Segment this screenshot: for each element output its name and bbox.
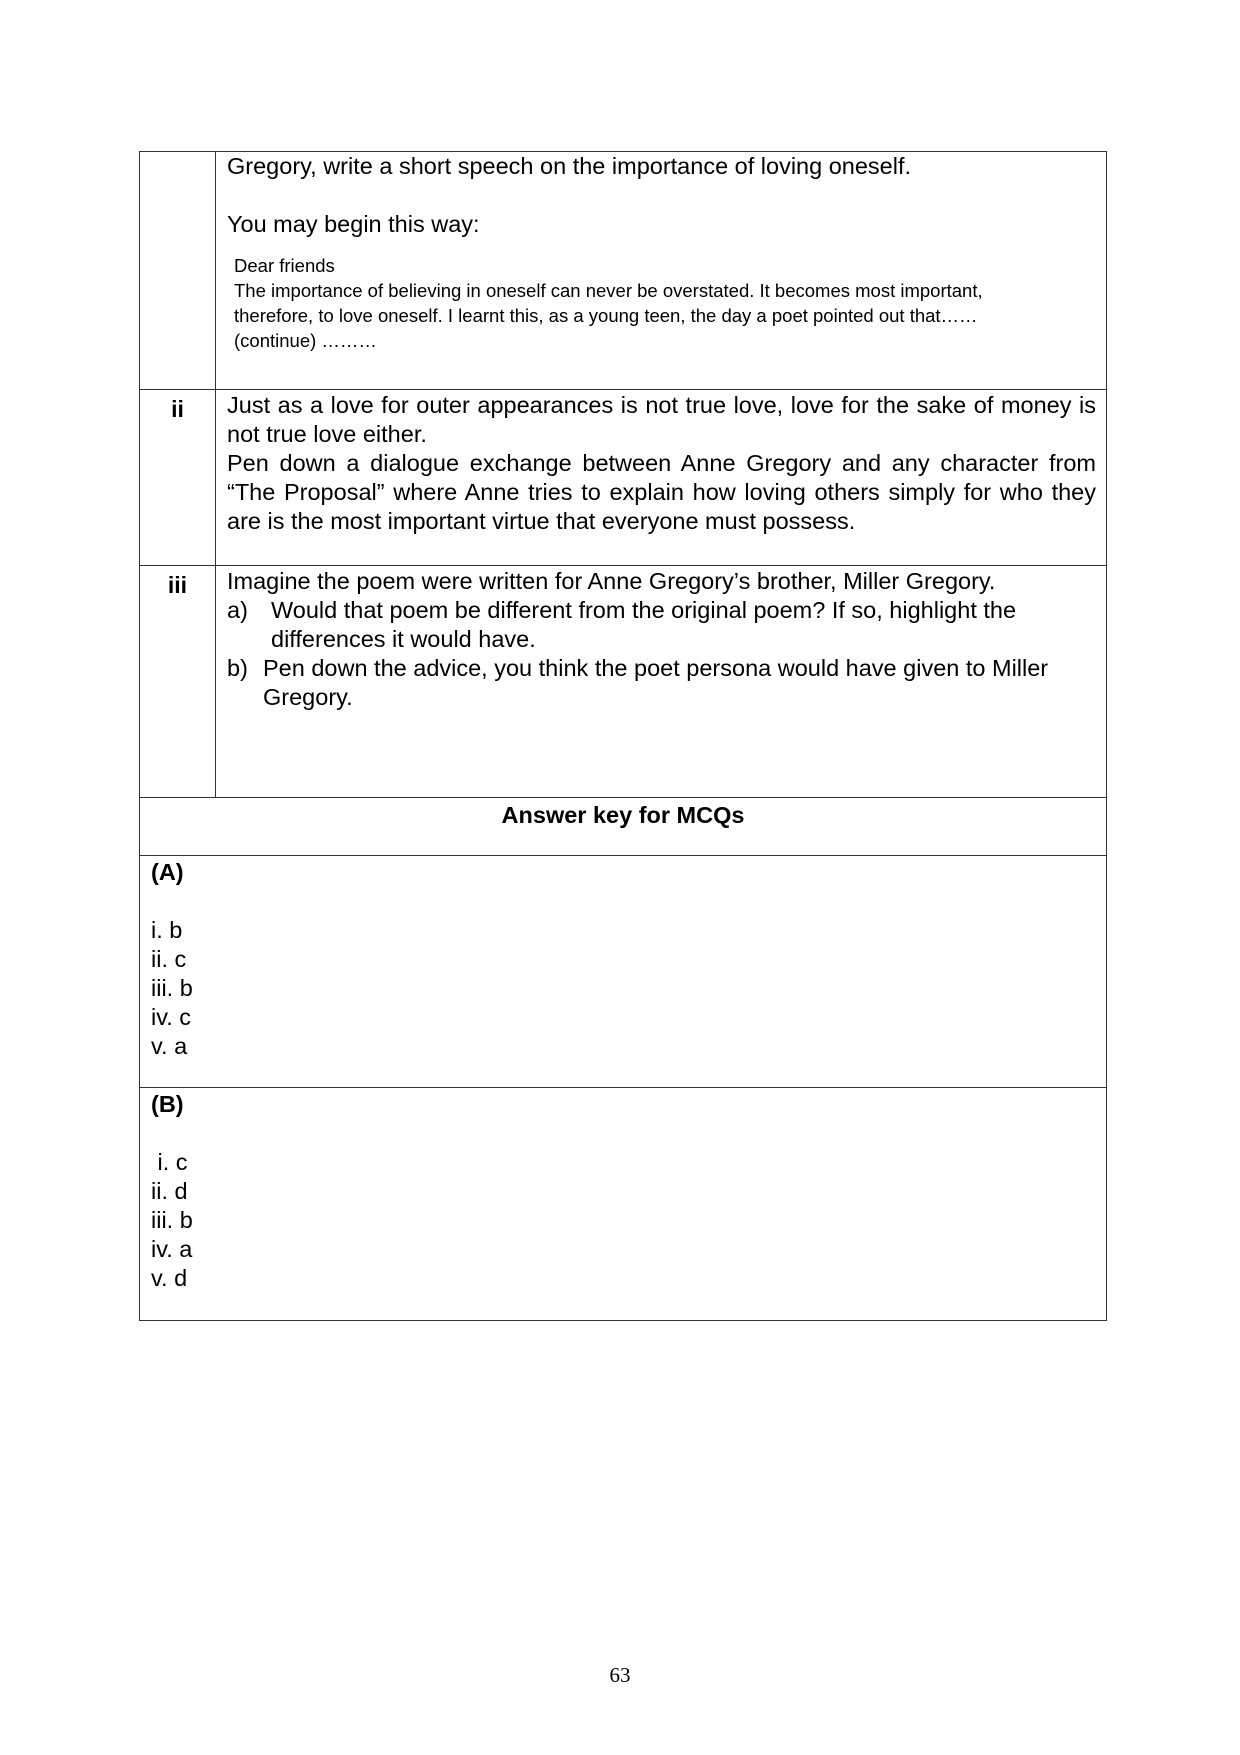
answer-item: ii. d xyxy=(151,1178,188,1204)
question-cell xyxy=(216,390,1106,565)
question-number: ii xyxy=(140,390,216,565)
sub-question xyxy=(227,596,1096,654)
answer-item: iii. b xyxy=(151,975,193,1001)
speech-line: therefore, to love oneself. I learnt this, as a young teen, the day a poet pointed out that…… xyxy=(234,305,978,326)
section-label: (A) xyxy=(151,859,184,885)
sub-question-marker: a) xyxy=(227,597,248,623)
answer-item: i. b xyxy=(151,917,183,943)
question-text: You may begin this way: xyxy=(227,211,480,237)
question-text: Gregory, write a short speech on the importance of loving oneself. xyxy=(227,153,912,179)
answer-item: ii. c xyxy=(151,946,187,972)
answer-item: iv. a xyxy=(151,1236,193,1262)
answer-item: i. c xyxy=(151,1149,188,1175)
table-row xyxy=(140,1088,1106,1320)
answer-key-title: Answer key for MCQs xyxy=(501,802,745,828)
table-row xyxy=(140,152,1106,390)
sub-question-text: Would that poem be different from the original poem? If so, highlight the differences it would have. xyxy=(271,597,1017,652)
section-label: (B) xyxy=(151,1091,184,1117)
question-text: Just as a love for outer appearances is not true love, love for the sake of money is not true love either. xyxy=(227,392,1096,447)
answer-item: v. a xyxy=(151,1033,188,1059)
answer-section-a xyxy=(140,856,1106,1087)
speech-line: The importance of believing in oneself can never be overstated. It becomes most important, xyxy=(234,280,983,301)
speech-line: (continue) ……… xyxy=(234,330,377,351)
table-row xyxy=(140,390,1106,566)
question-number xyxy=(140,152,216,389)
question-cell xyxy=(216,566,1106,797)
sub-question-text: Pen down the advice, you think the poet persona would have given to Miller Gregory. xyxy=(263,655,1049,710)
question-text: Pen down a dialogue exchange between Anne Gregory and any character from “The Proposal” where Anne tries to explain how loving others simply for who they are is the most important virtue that everyone must possess. xyxy=(227,450,1096,534)
table-row xyxy=(140,798,1106,856)
speech-line: Dear friends xyxy=(234,255,335,276)
speech-sample xyxy=(227,253,1096,353)
answer-item: iii. b xyxy=(151,1207,193,1233)
answer-section-b xyxy=(140,1088,1106,1320)
table-row xyxy=(140,856,1106,1088)
page-number: 63 xyxy=(609,1663,631,1687)
sub-question xyxy=(227,654,1096,712)
table-row xyxy=(140,566,1106,798)
questions-table xyxy=(139,151,1107,1321)
question-number: iii xyxy=(140,566,216,797)
answer-item: v. d xyxy=(151,1265,188,1291)
sub-question-marker: b) xyxy=(227,655,248,681)
question-text: Imagine the poem were written for Anne Gregory’s brother, Miller Gregory. xyxy=(227,568,996,594)
answer-item: iv. c xyxy=(151,1004,192,1030)
question-cell xyxy=(216,152,1106,389)
